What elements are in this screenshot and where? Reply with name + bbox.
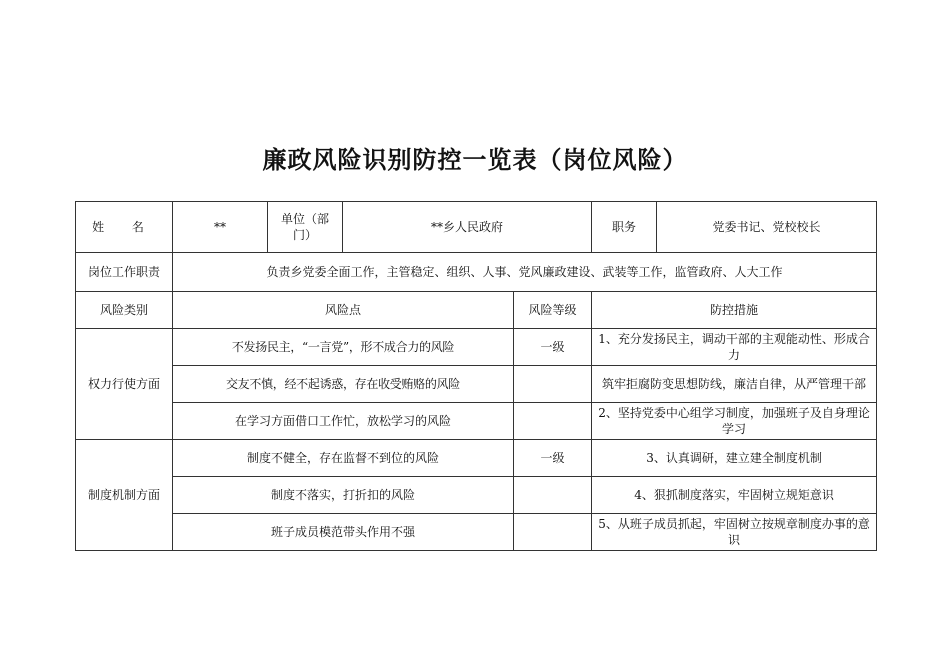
responsibility-value: 负责乡党委全面工作，主管稳定、组织、人事、党风廉政建设、武装等工作，监管政府、人大工作 <box>173 253 877 292</box>
column-header-level: 风险等级 <box>514 292 592 329</box>
risk-level <box>514 403 592 440</box>
risk-category: 制度机制方面 <box>76 440 173 551</box>
unit-value: **乡人民政府 <box>343 202 592 253</box>
page-title: 廉政风险识别防控一览表（岗位风险） <box>262 146 688 174</box>
control-measure: 1、充分发扬民主，调动干部的主观能动性、形成合力 <box>592 329 877 366</box>
control-measure: 4、狠抓制度落实，牢固树立规矩意识 <box>592 477 877 514</box>
control-measure: 5、从班子成员抓起，牢固树立按规章制度办事的意识 <box>592 514 877 551</box>
control-measure: 3、认真调研，建立建全制度机制 <box>592 440 877 477</box>
column-header-point: 风险点 <box>173 292 514 329</box>
risk-category: 权力行使方面 <box>76 329 173 440</box>
table-row <box>76 403 877 440</box>
risk-level <box>514 477 592 514</box>
risk-point: 不发扬民主，“一言党”，形不成合力的风险 <box>173 329 514 366</box>
table-row <box>76 440 877 477</box>
column-header-category: 风险类别 <box>76 292 173 329</box>
table-row <box>76 366 877 403</box>
risk-level <box>514 366 592 403</box>
responsibility-row <box>76 253 877 292</box>
header-row <box>76 202 877 253</box>
duty-label: 职务 <box>592 202 657 253</box>
risk-point: 班子成员模范带头作用不强 <box>173 514 514 551</box>
risk-table <box>75 201 877 551</box>
name-value: ** <box>173 202 268 253</box>
control-measure: 2、坚持党委中心组学习制度，加强班子及自身理论学习 <box>592 403 877 440</box>
risk-point: 交友不慎，经不起诱惑，存在收受贿赂的风险 <box>173 366 514 403</box>
unit-label: 单位（部门） <box>268 202 343 253</box>
risk-point: 在学习方面借口工作忙，放松学习的风险 <box>173 403 514 440</box>
control-measure: 筑牢拒腐防变思想防线，廉洁自律，从严管理干部 <box>592 366 877 403</box>
column-header-measures: 防控措施 <box>592 292 877 329</box>
risk-point: 制度不健全，存在监督不到位的风险 <box>173 440 514 477</box>
responsibility-label: 岗位工作职责 <box>76 253 173 292</box>
risk-level: 一级 <box>514 329 592 366</box>
risk-level <box>514 514 592 551</box>
column-header-row <box>76 292 877 329</box>
name-label: 姓 名 <box>76 202 173 253</box>
table-row <box>76 477 877 514</box>
table-row <box>76 329 877 366</box>
table-row <box>76 514 877 551</box>
risk-level: 一级 <box>514 440 592 477</box>
duty-value: 党委书记、党校校长 <box>657 202 877 253</box>
risk-point: 制度不落实，打折扣的风险 <box>173 477 514 514</box>
